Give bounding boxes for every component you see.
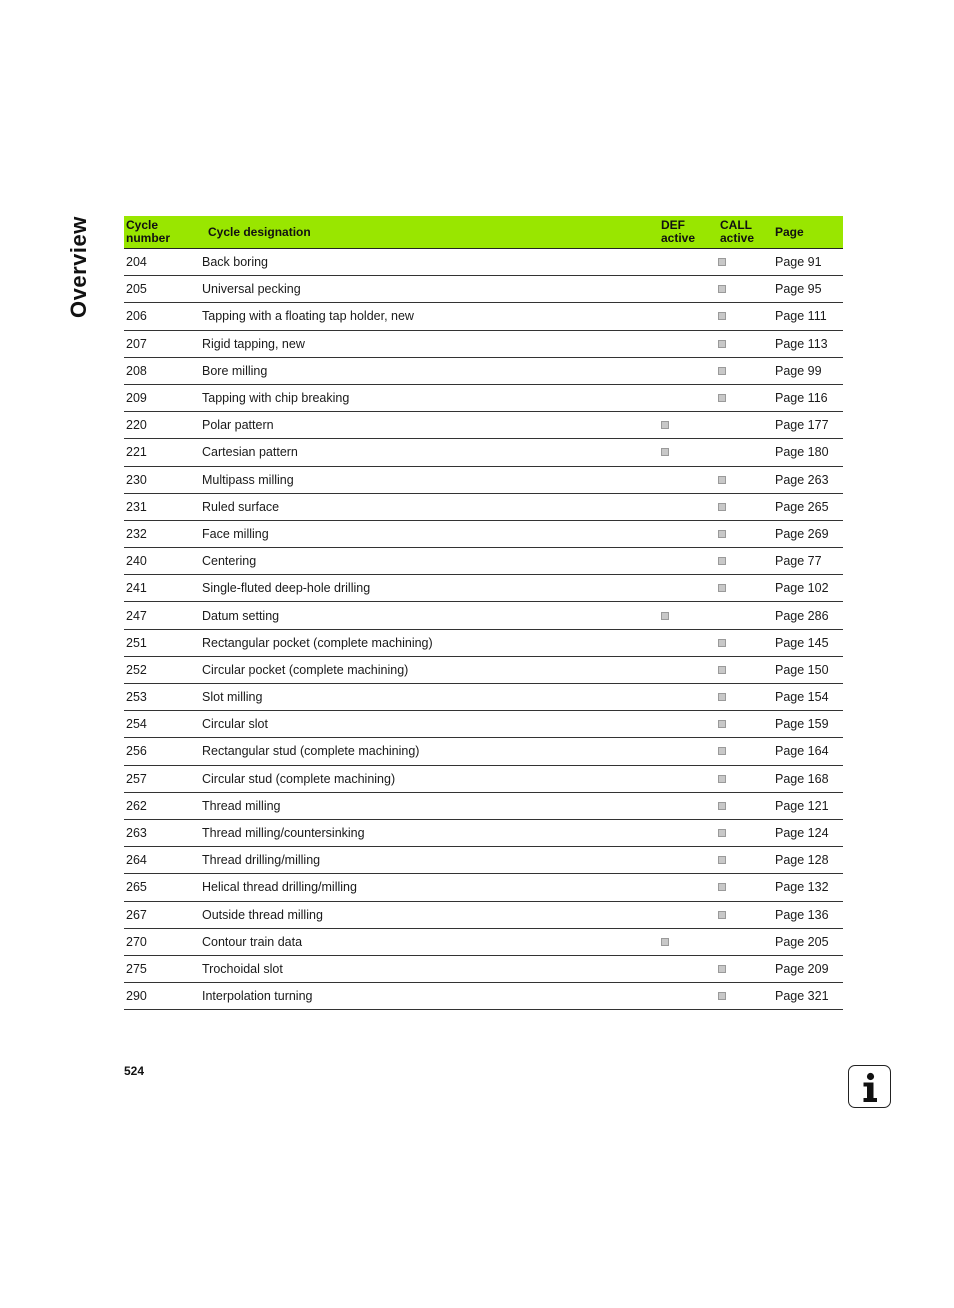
table-row [124, 276, 843, 303]
table-row [124, 684, 843, 711]
table-row [124, 439, 843, 466]
page-reference-cell: Page 113 [770, 330, 843, 357]
def-active-cell [659, 439, 716, 466]
def-active-cell [659, 874, 716, 901]
page-reference-cell: Page 91 [770, 249, 843, 276]
page-reference-cell: Page 132 [770, 874, 843, 901]
call-active-cell [716, 575, 770, 602]
call-active-cell [716, 276, 770, 303]
header-call-line2: active [720, 231, 755, 245]
cycle-number-cell: 206 [124, 303, 202, 330]
page-reference-cell: Page 145 [770, 629, 843, 656]
call-active-cell [716, 847, 770, 874]
call-active-cell [716, 738, 770, 765]
cycle-designation-cell: Polar pattern [202, 412, 659, 439]
cycle-designation-cell: Datum setting [202, 602, 659, 629]
def-active-cell [659, 684, 716, 711]
call-active-cell [716, 819, 770, 846]
call-active-cell [716, 466, 770, 493]
call-active-cell [716, 874, 770, 901]
page-reference-cell: Page 168 [770, 765, 843, 792]
header-page-label: Page [775, 224, 804, 239]
square-marker-icon [718, 258, 726, 266]
square-marker-icon [718, 883, 726, 891]
page-reference-cell: Page 159 [770, 711, 843, 738]
table-row [124, 738, 843, 765]
table-row [124, 412, 843, 439]
table-row [124, 819, 843, 846]
table-row [124, 520, 843, 547]
page-reference-cell: Page 95 [770, 276, 843, 303]
call-active-cell [716, 928, 770, 955]
header-cycle-number [124, 216, 202, 249]
cycle-number-cell: 254 [124, 711, 202, 738]
page-reference-cell: Page 136 [770, 901, 843, 928]
cycle-number-cell: 240 [124, 548, 202, 575]
table-row [124, 983, 843, 1010]
header-call-active [716, 216, 770, 249]
cycle-designation-cell: Rectangular pocket (complete machining) [202, 629, 659, 656]
def-active-cell [659, 955, 716, 982]
table-row [124, 901, 843, 928]
square-marker-icon [718, 992, 726, 1000]
cycle-number-cell: 241 [124, 575, 202, 602]
page-reference-cell: Page 209 [770, 955, 843, 982]
square-marker-icon [718, 584, 726, 592]
page-reference-cell: Page 124 [770, 819, 843, 846]
square-marker-icon [661, 938, 669, 946]
cycle-designation-cell: Thread milling [202, 792, 659, 819]
info-icon [848, 1065, 891, 1108]
square-marker-icon [718, 775, 726, 783]
call-active-cell [716, 439, 770, 466]
call-active-cell [716, 983, 770, 1010]
header-def-line1: DEF [661, 218, 685, 232]
cycle-number-cell: 267 [124, 901, 202, 928]
cycle-number-cell: 270 [124, 928, 202, 955]
page-number: 524 [124, 1064, 145, 1078]
call-active-cell [716, 384, 770, 411]
table-row [124, 602, 843, 629]
def-active-cell [659, 928, 716, 955]
square-marker-icon [718, 747, 726, 755]
cycle-designation-cell: Slot milling [202, 684, 659, 711]
cycle-designation-cell: Centering [202, 548, 659, 575]
def-active-cell [659, 711, 716, 738]
table-row [124, 874, 843, 901]
header-cycle-number-line2: number [126, 231, 171, 245]
square-marker-icon [661, 612, 669, 620]
square-marker-icon [718, 802, 726, 810]
call-active-cell [716, 303, 770, 330]
cycle-number-cell: 220 [124, 412, 202, 439]
page-reference-cell: Page 111 [770, 303, 843, 330]
call-active-cell [716, 629, 770, 656]
cycle-number-cell: 208 [124, 357, 202, 384]
cycle-number-cell: 256 [124, 738, 202, 765]
page-reference-cell: Page 263 [770, 466, 843, 493]
call-active-cell [716, 520, 770, 547]
call-active-cell [716, 412, 770, 439]
square-marker-icon [718, 503, 726, 511]
cycle-designation-cell: Circular slot [202, 711, 659, 738]
square-marker-icon [718, 476, 726, 484]
table-row [124, 303, 843, 330]
page-reference-cell: Page 116 [770, 384, 843, 411]
page-reference-cell: Page 77 [770, 548, 843, 575]
def-active-cell [659, 330, 716, 357]
def-active-cell [659, 983, 716, 1010]
def-active-cell [659, 357, 716, 384]
cycle-designation-cell: Helical thread drilling/milling [202, 874, 659, 901]
square-marker-icon [718, 666, 726, 674]
table-row [124, 466, 843, 493]
def-active-cell [659, 792, 716, 819]
page-reference-cell: Page 128 [770, 847, 843, 874]
def-active-cell [659, 276, 716, 303]
def-active-cell [659, 738, 716, 765]
def-active-cell [659, 629, 716, 656]
page-reference-cell: Page 164 [770, 738, 843, 765]
cycle-designation-cell: Thread drilling/milling [202, 847, 659, 874]
cycle-number-cell: 290 [124, 983, 202, 1010]
cycle-designation-cell: Single-fluted deep-hole drilling [202, 575, 659, 602]
page-reference-cell: Page 121 [770, 792, 843, 819]
cycle-designation-cell: Back boring [202, 249, 659, 276]
square-marker-icon [718, 367, 726, 375]
table-row [124, 357, 843, 384]
table-row [124, 792, 843, 819]
square-marker-icon [718, 530, 726, 538]
cycle-number-cell: 252 [124, 656, 202, 683]
cycle-number-cell: 221 [124, 439, 202, 466]
square-marker-icon [718, 911, 726, 919]
cycle-designation-cell: Universal pecking [202, 276, 659, 303]
cycle-designation-cell: Cartesian pattern [202, 439, 659, 466]
call-active-cell [716, 792, 770, 819]
cycle-number-cell: 204 [124, 249, 202, 276]
def-active-cell [659, 384, 716, 411]
def-active-cell [659, 520, 716, 547]
cycle-number-cell: 265 [124, 874, 202, 901]
square-marker-icon [718, 965, 726, 973]
def-active-cell [659, 548, 716, 575]
square-marker-icon [718, 312, 726, 320]
page-reference-cell: Page 269 [770, 520, 843, 547]
page-reference-cell: Page 150 [770, 656, 843, 683]
square-marker-icon [718, 639, 726, 647]
page-reference-cell: Page 154 [770, 684, 843, 711]
def-active-cell [659, 602, 716, 629]
square-marker-icon [718, 340, 726, 348]
def-active-cell [659, 765, 716, 792]
call-active-cell [716, 493, 770, 520]
cycle-number-cell: 251 [124, 629, 202, 656]
table-row [124, 656, 843, 683]
call-active-cell [716, 901, 770, 928]
header-def-line2: active [661, 231, 696, 245]
call-active-cell [716, 249, 770, 276]
square-marker-icon [661, 421, 669, 429]
cycle-number-cell: 231 [124, 493, 202, 520]
square-marker-icon [718, 557, 726, 565]
header-cycle-designation-label: Cycle designation [208, 224, 311, 239]
call-active-cell [716, 656, 770, 683]
header-def-active [659, 216, 716, 249]
cycle-designation-cell: Outside thread milling [202, 901, 659, 928]
square-marker-icon [718, 285, 726, 293]
call-active-cell [716, 711, 770, 738]
square-marker-icon [718, 394, 726, 402]
cycle-designation-cell: Ruled surface [202, 493, 659, 520]
cycle-number-cell: 257 [124, 765, 202, 792]
call-active-cell [716, 548, 770, 575]
table-row [124, 249, 843, 276]
page-reference-cell: Page 180 [770, 439, 843, 466]
cycle-number-cell: 275 [124, 955, 202, 982]
square-marker-icon [718, 720, 726, 728]
table-row [124, 711, 843, 738]
page-reference-cell: Page 286 [770, 602, 843, 629]
cycle-number-cell: 262 [124, 792, 202, 819]
cycle-designation-cell: Multipass milling [202, 466, 659, 493]
table-row [124, 629, 843, 656]
table-row [124, 765, 843, 792]
table-row [124, 384, 843, 411]
cycle-number-cell: 230 [124, 466, 202, 493]
cycle-number-cell: 263 [124, 819, 202, 846]
cycle-designation-cell: Rigid tapping, new [202, 330, 659, 357]
def-active-cell [659, 412, 716, 439]
table-row [124, 330, 843, 357]
def-active-cell [659, 303, 716, 330]
def-active-cell [659, 493, 716, 520]
square-marker-icon [718, 693, 726, 701]
table-row [124, 847, 843, 874]
header-page [770, 216, 843, 249]
def-active-cell [659, 819, 716, 846]
cycle-number-cell: 209 [124, 384, 202, 411]
cycle-designation-cell: Interpolation turning [202, 983, 659, 1010]
cycle-number-cell: 247 [124, 602, 202, 629]
page-reference-cell: Page 321 [770, 983, 843, 1010]
cycle-number-cell: 205 [124, 276, 202, 303]
page-reference-cell: Page 205 [770, 928, 843, 955]
cycle-designation-cell: Tapping with chip breaking [202, 384, 659, 411]
def-active-cell [659, 575, 716, 602]
cycle-designation-cell: Trochoidal slot [202, 955, 659, 982]
header-cycle-number-line1: Cycle [126, 218, 159, 232]
cycle-number-cell: 207 [124, 330, 202, 357]
cycle-designation-cell: Face milling [202, 520, 659, 547]
def-active-cell [659, 466, 716, 493]
cycle-overview-table [124, 216, 843, 1010]
header-call-line1: CALL [720, 218, 752, 232]
cycle-designation-cell: Tapping with a floating tap holder, new [202, 303, 659, 330]
def-active-cell [659, 847, 716, 874]
def-active-cell [659, 656, 716, 683]
page-reference-cell: Page 177 [770, 412, 843, 439]
call-active-cell [716, 684, 770, 711]
page-reference-cell: Page 99 [770, 357, 843, 384]
call-active-cell [716, 955, 770, 982]
cycle-designation-cell: Bore milling [202, 357, 659, 384]
table-row [124, 493, 843, 520]
cycle-number-cell: 232 [124, 520, 202, 547]
cycle-designation-cell: Thread milling/countersinking [202, 819, 659, 846]
page-reference-cell: Page 265 [770, 493, 843, 520]
table-row [124, 928, 843, 955]
table-row [124, 548, 843, 575]
cycle-designation-cell: Circular pocket (complete machining) [202, 656, 659, 683]
def-active-cell [659, 901, 716, 928]
call-active-cell [716, 357, 770, 384]
header-cycle-designation [202, 216, 659, 249]
cycle-number-cell: 253 [124, 684, 202, 711]
call-active-cell [716, 765, 770, 792]
table-row [124, 955, 843, 982]
square-marker-icon [718, 829, 726, 837]
call-active-cell [716, 330, 770, 357]
info-glyph [849, 1066, 892, 1109]
square-marker-icon [661, 448, 669, 456]
cycle-designation-cell: Circular stud (complete machining) [202, 765, 659, 792]
cycle-number-cell: 264 [124, 847, 202, 874]
table-body [124, 249, 843, 1010]
cycle-designation-cell: Contour train data [202, 928, 659, 955]
table-row [124, 575, 843, 602]
page-reference-cell: Page 102 [770, 575, 843, 602]
def-active-cell [659, 249, 716, 276]
square-marker-icon [718, 856, 726, 864]
call-active-cell [716, 602, 770, 629]
side-title: Overview [66, 216, 91, 318]
cycle-designation-cell: Rectangular stud (complete machining) [202, 738, 659, 765]
table-header-row [124, 216, 843, 249]
